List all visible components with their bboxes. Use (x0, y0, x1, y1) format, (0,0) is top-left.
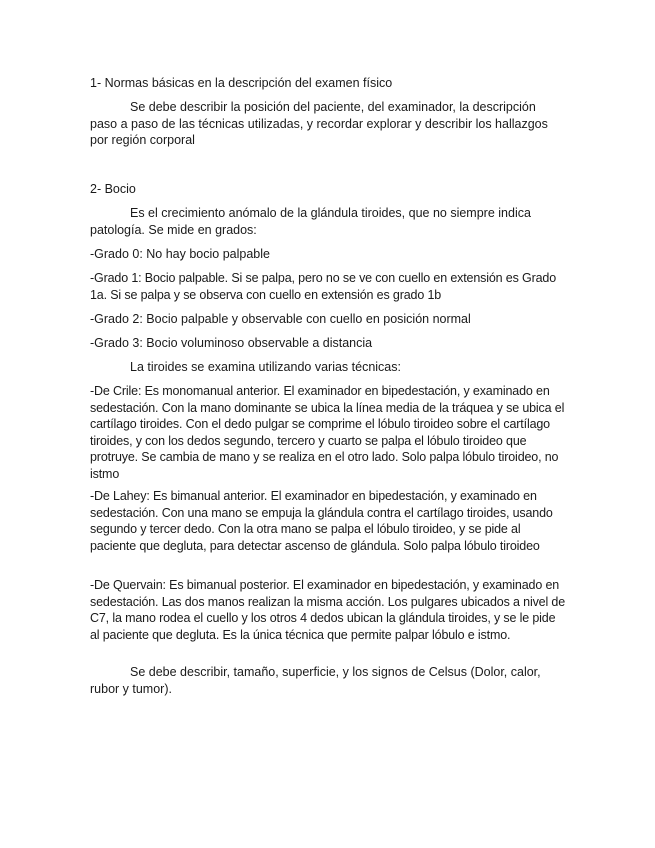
section1-heading: 1- Normas básicas en la descripción del examen físico (90, 76, 393, 90)
section2-intro: Es el crecimiento anómalo de la glándula tiroides, que no siempre indica patología. Se mide en grados: (90, 206, 531, 237)
section1-paragraph: Se debe describir la posición del paciente, del examinador, la descripción paso a paso de las técnicas utilizadas, y recordar explorar y describir los hallazgos por región corporal (90, 100, 548, 148)
techniques-intro: La tiroides se examina utilizando varias técnicas: (130, 360, 401, 374)
technique-de-lahey: -De Lahey: Es bimanual anterior. El examinador en bipedestación, y examinado en sedestación. Con una mano se empuja la glándula contra el cartílago tiroides, usando segundo y tercer dedo. Con la otra mano se palpa el lóbulo tiroideo, y se pide al paciente que degluta, para detectar ascenso de glándula. Solo palpa lóbulo tiroideo (90, 489, 553, 553)
grade-0: -Grado 0: No hay bocio palpable (90, 247, 270, 261)
grade-2: -Grado 2: Bocio palpable y observable con cuello en posición normal (90, 312, 471, 326)
closing-paragraph: Se debe describir, tamaño, superficie, y los signos de Celsus (Dolor, calor, rubor y tumor). (90, 665, 541, 696)
grade-3: -Grado 3: Bocio voluminoso observable a distancia (90, 336, 373, 350)
section2-heading: 2- Bocio (90, 182, 136, 196)
technique-de-quervain: -De Quervain: Es bimanual posterior. El examinador en bipedestación, y examinado en sedestación. Las dos manos realizan la misma acción. Los pulgares ubicados a nivel de C7, la mano rodea el cuello y los otros 4 dedos ubican la glándula tiroides, y se le pide al paciente que degluta. Es la única técnica que permite palpar lóbulo e istmo. (90, 578, 566, 642)
technique-de-crile: -De Crile: Es monomanual anterior. El examinador en bipedestación, y examinado en sedestación. Con la mano dominante se ubica la línea media de la tráquea y se ubica el cartílago tiroides. Con el dedo pulgar se comprime el lóbulo tiroideo sobre el cartílago tiroides, y con los dedos segundo, tercero y cuarto se palpa el lóbulo tiroideo que protruye. Se cambia de mano y se realiza en el otro lado. Solo palpa lóbulo tiroideo, no istmo (90, 384, 565, 481)
grade-1: -Grado 1: Bocio palpable. Si se palpa, pero no se ve con cuello en extensión es Grado 1a. Si se palpa y se observa con cuello en extensión es grado 1b (90, 271, 557, 302)
